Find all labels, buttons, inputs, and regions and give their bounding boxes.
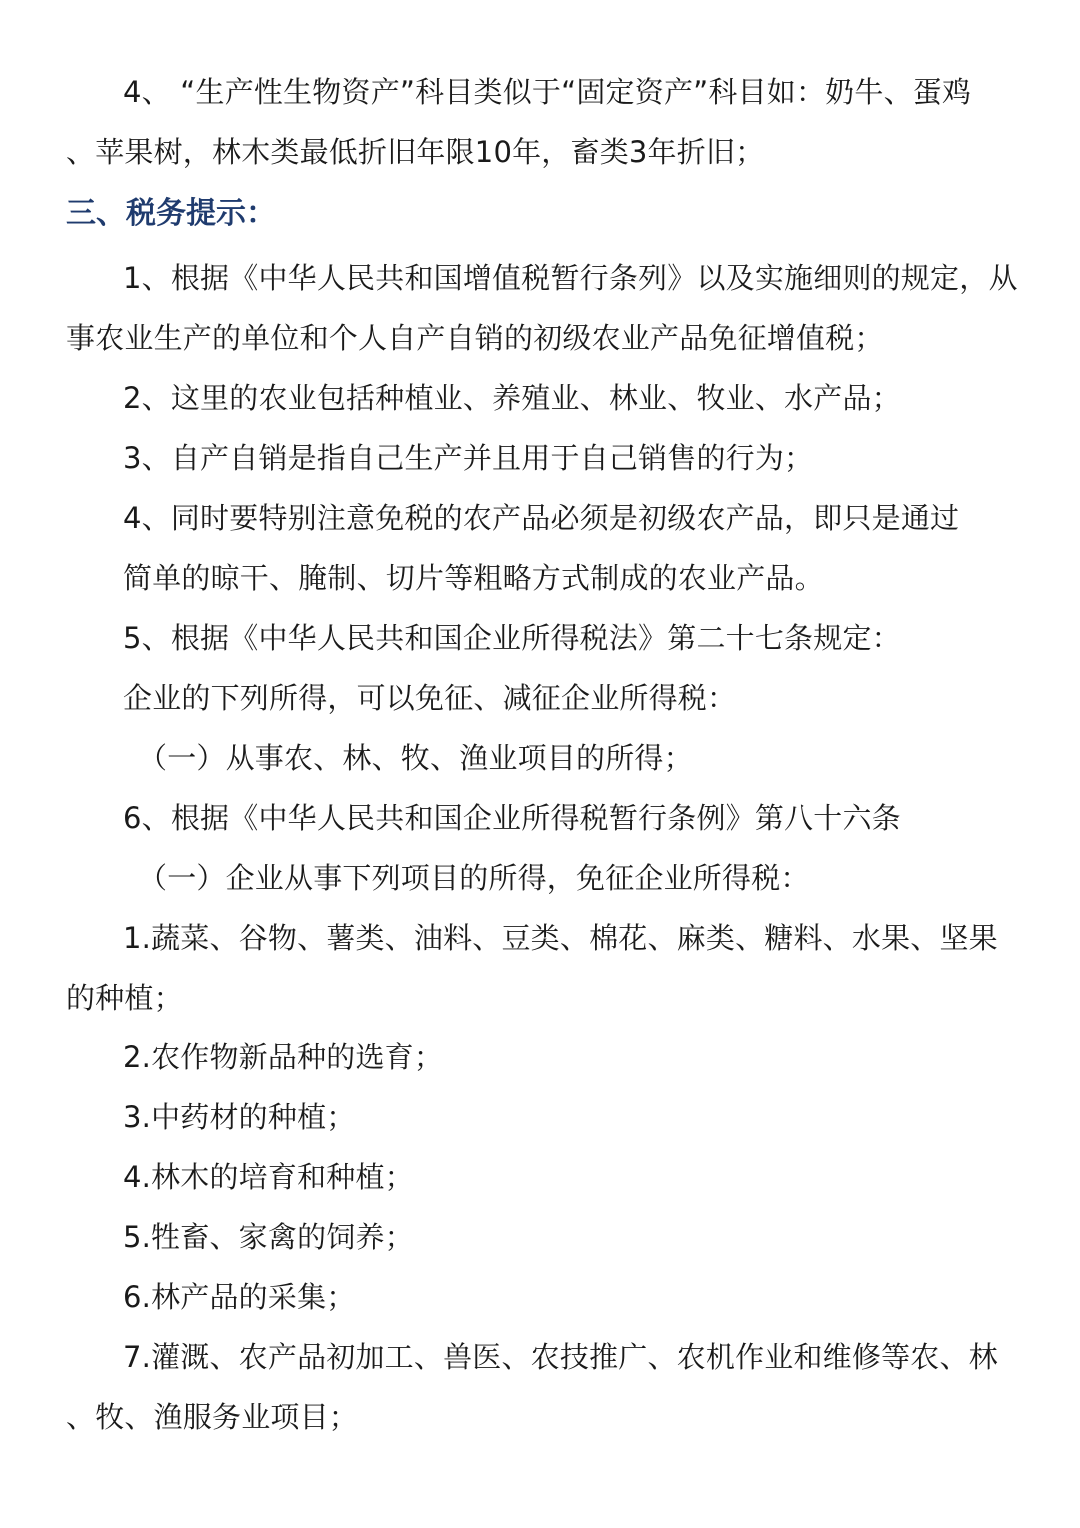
list-item-1-line1: 1.蔬菜、谷物、薯类、油料、豆类、棉花、麻类、糖料、水果、坚果: [123, 921, 998, 955]
paragraph-6-line1: 6、根据《中华人民共和国企业所得税暂行条例》第八十六条: [123, 801, 901, 835]
list-item-2: 2.农作物新品种的选育；: [123, 1040, 444, 1074]
list-item-1-line2: 的种植；: [66, 981, 183, 1015]
section-heading: 三、税务提示：: [66, 196, 276, 231]
paragraph-1-line1: 1、根据《中华人民共和国增值税暂行条列》以及实施细则的规定，从: [123, 261, 1018, 295]
paragraph-5-sub1: （一）从事农、林、牧、渔业项目的所得；: [138, 741, 693, 775]
paragraph-4-line1: 4、同时要特别注意免税的农产品必须是初级农产品，即只是通过: [123, 501, 960, 535]
list-item-3: 3.中药材的种植；: [123, 1100, 356, 1134]
list-item-7-line2: 、牧、渔服务业项目；: [66, 1400, 359, 1434]
item4-line2: 、苹果树，林木类最低折旧年限10年，畜类3年折旧；: [66, 135, 765, 169]
paragraph-3: 3、自产自销是指自己生产并且用于自己销售的行为；: [123, 441, 814, 475]
paragraph-4-line2: 简单的晾干、腌制、切片等粗略方式制成的农业产品。: [123, 561, 824, 595]
paragraph-5-line1: 5、根据《中华人民共和国企业所得税法》第二十七条规定：: [123, 621, 901, 655]
list-item-6: 6.林产品的采集；: [123, 1280, 356, 1314]
paragraph-5-line2: 企业的下列所得，可以免征、减征企业所得税：: [123, 681, 737, 715]
list-item-7-line1: 7.灌溉、农产品初加工、兽医、农技推广、农机作业和维修等农、林: [123, 1340, 998, 1374]
list-item-5: 5.牲畜、家禽的饲养；: [123, 1220, 414, 1254]
paragraph-2: 2、这里的农业包括种植业、养殖业、林业、牧业、水产品；: [123, 381, 901, 415]
item4-line1: 4、 “生产性生物资产”科目类似于“固定资产”科目如：奶牛、蛋鸡: [123, 75, 972, 109]
list-item-4: 4.林木的培育和种植；: [123, 1160, 414, 1194]
paragraph-6-sub1: （一）企业从事下列项目的所得，免征企业所得税：: [138, 861, 810, 895]
paragraph-1-line2: 事农业生产的单位和个人自产自销的初级农业产品免征增值税；: [66, 321, 884, 355]
